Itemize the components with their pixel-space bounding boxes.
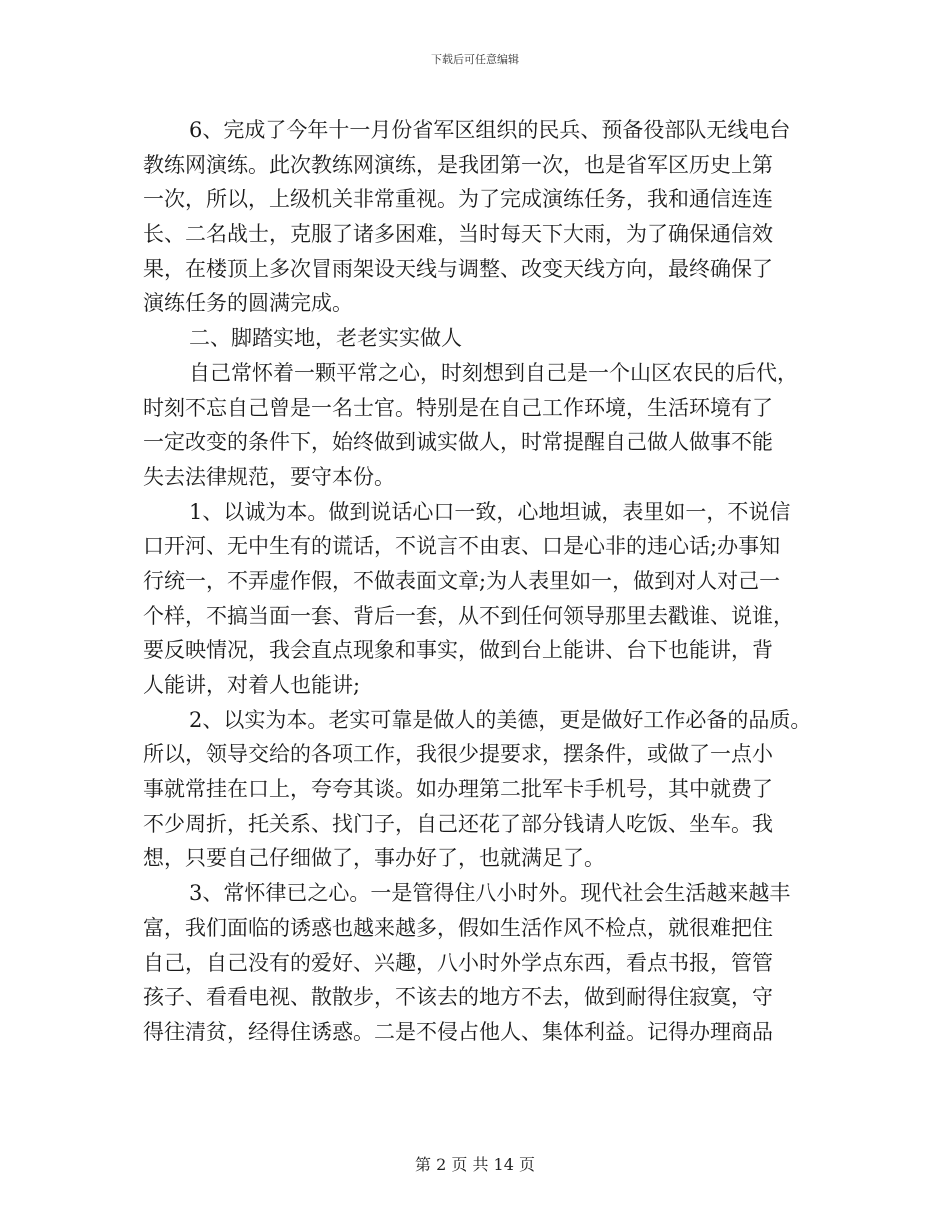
text-line: 个样，不搞当面一套、背后一套，从不到任何领导那里去戳谁、说谁， (143, 603, 794, 628)
text-line: 自己常怀着一颗平常之心，时刻想到自己是一个山区农民的后代， (189, 360, 798, 385)
text-line: 口开河、无中生有的谎话，不说言不由衷、口是心非的违心话;办事知 (143, 534, 781, 559)
text-line: 所以，领导交给的各项工作，我很少提要求，摆条件，或做了一点小 (143, 742, 773, 767)
page-footer: 第 2 页 共 14 页 (415, 1155, 535, 1174)
text-line: 3、常怀律已之心。一是管得住八小时外。现代社会生活越来越丰 (189, 881, 791, 906)
text-line: 教练网演练。此次教练网演练，是我团第一次，也是省军区历史上第 (143, 152, 773, 177)
header-note: 下载后可任意编辑 (431, 53, 519, 66)
text-line: 要反映情况，我会直点现象和事实，做到台上能讲、台下也能讲，背 (143, 638, 773, 663)
text-line: 人能讲，对着人也能讲; (143, 673, 361, 697)
text-line: 事就常挂在口上，夸夸其谈。如办理第二批军卡手机号，其中就费了 (143, 777, 773, 802)
text-line: 行统一，不弄虚作假，不做表面文章;为人表里如一，做到对人对己一 (143, 568, 781, 593)
text-line: 一定改变的条件下，始终做到诚实做人，时常提醒自己做人做事不能 (143, 430, 773, 455)
document-body (143, 113, 813, 1050)
text-line: 1、以诚为本。做到说话心口一致，心地坦诚，表里如一，不说信 (189, 499, 791, 524)
text-line: 长、二名战士，克服了诸多困难，当时每天下大雨，为了确保通信效 (143, 222, 773, 247)
text-line: 不少周折，托关系、找门子，自己还花了部分钱请人吃饭、坐车。我 (143, 811, 773, 836)
text-line: 自己，自己没有的爱好、兴趣，八小时外学点东西，看点书报，管管 (143, 950, 773, 975)
text-line: 时刻不忘自己曾是一名士官。特别是在自己工作环境，生活环境有了 (143, 395, 773, 420)
text-line: 孩子、看看电视、散散步，不该去的地方不去，做到耐得住寂寞，守 (143, 985, 773, 1010)
text-line: 2、以实为本。老实可靠是做人的美德，更是做好工作必备的品质。 (189, 707, 812, 732)
text-line: 二、脚踏实地，老老实实做人 (189, 326, 462, 351)
text-line: 果，在楼顶上多次冒雨架设天线与调整、改变天线方向，最终确保了 (143, 256, 773, 281)
text-line: 富，我们面临的诱惑也越来越多，假如生活作风不检点，就很难把住 (143, 915, 773, 940)
text-line: 得往清贫，经得住诱惑。二是不侵占他人、集体利益。记得办理商品 (143, 1019, 773, 1044)
text-line: 6、完成了今年十一月份省军区组织的民兵、预备役部队无线电台 (189, 118, 791, 142)
text-line: 一次，所以，上级机关非常重视。为了完成演练任务，我和通信连连 (143, 187, 773, 212)
text-line: 想，只要自己仔细做了，事办好了，也就满足了。 (143, 846, 605, 871)
text-line: 失去法律规范，要守本份。 (143, 464, 395, 489)
text-line: 演练任务的圆满完成。 (143, 291, 353, 316)
